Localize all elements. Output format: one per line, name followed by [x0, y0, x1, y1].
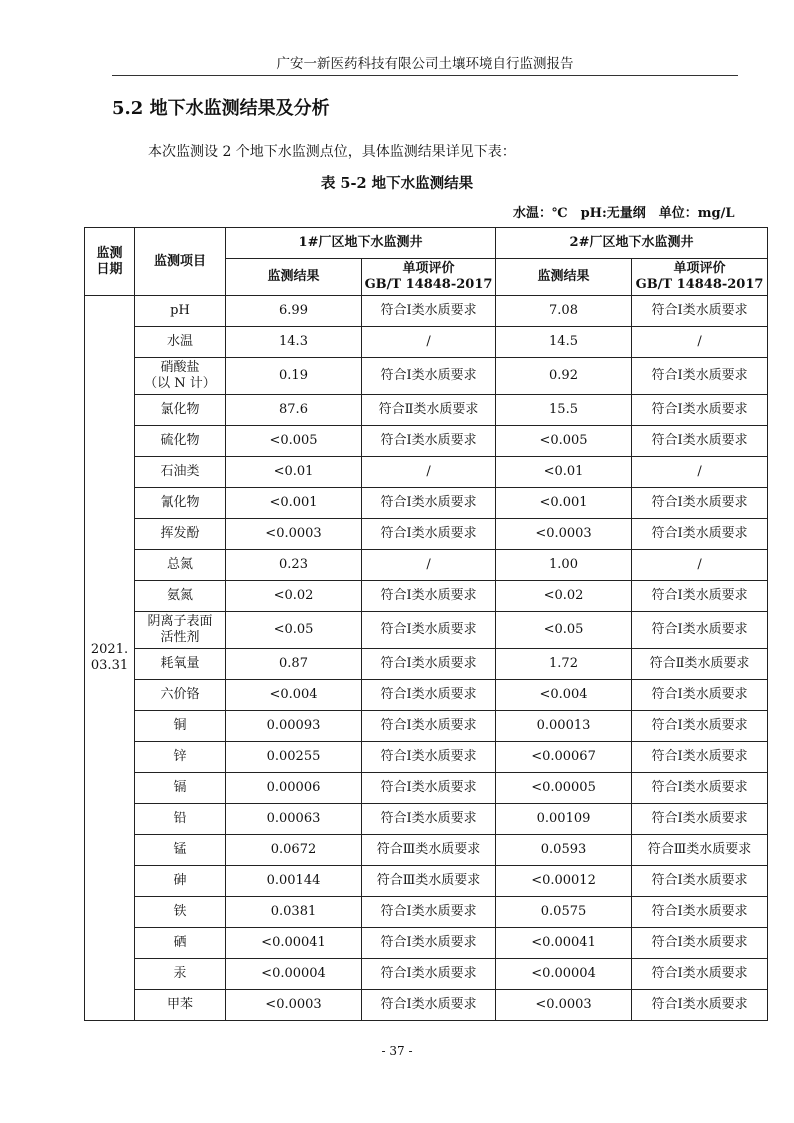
table-row — [85, 959, 768, 990]
well1-result-cell: 0.00093 — [226, 711, 362, 742]
well2-eval-cell: 符合Ⅰ类水质要求 — [632, 612, 768, 649]
item-cell — [135, 711, 226, 742]
item-cell — [135, 680, 226, 711]
item-name: 硒 — [173, 935, 187, 950]
well1-eval-cell: 符合Ⅰ类水质要求 — [362, 426, 496, 457]
header-date — [85, 228, 135, 296]
header-well1: 1#厂区地下水监测井 — [226, 228, 496, 259]
well1-eval-cell: / — [362, 327, 496, 358]
well2-result-cell: <0.005 — [496, 426, 632, 457]
well2-eval-cell: / — [632, 550, 768, 581]
table-row — [85, 296, 768, 327]
well1-result-cell: 14.3 — [226, 327, 362, 358]
table-row — [85, 358, 768, 395]
well1-result-cell: 0.00063 — [226, 804, 362, 835]
header-date-line1: 监测 — [96, 245, 123, 261]
well2-result-cell: <0.05 — [496, 612, 632, 649]
well2-eval-cell: 符合Ⅰ类水质要求 — [632, 395, 768, 426]
groundwater-results-table — [84, 227, 768, 1021]
well1-result-cell: 87.6 — [226, 395, 362, 426]
well2-result-cell: 0.92 — [496, 358, 632, 395]
well1-eval-cell: 符合Ⅰ类水质要求 — [362, 296, 496, 327]
well2-eval-cell: 符合Ⅰ类水质要求 — [632, 742, 768, 773]
table-row — [85, 804, 768, 835]
well2-eval-cell: 符合Ⅲ类水质要求 — [632, 835, 768, 866]
well1-eval-cell: 符合Ⅰ类水质要求 — [362, 519, 496, 550]
section-title: 5.2 地下水监测结果及分析 — [112, 98, 330, 119]
well1-result-cell: 0.19 — [226, 358, 362, 395]
table-row — [85, 395, 768, 426]
header-well1-eval — [362, 259, 496, 296]
well1-result-cell: 0.87 — [226, 649, 362, 680]
well2-result-cell: <0.00041 — [496, 928, 632, 959]
well1-result-cell: 0.0672 — [226, 835, 362, 866]
table-row — [85, 550, 768, 581]
well1-eval-cell: 符合Ⅰ类水质要求 — [362, 773, 496, 804]
well1-result-cell: 0.23 — [226, 550, 362, 581]
well1-eval-cell: / — [362, 550, 496, 581]
well2-result-cell: 0.0593 — [496, 835, 632, 866]
item-cell — [135, 990, 226, 1021]
table-row — [85, 426, 768, 457]
header-item: 监测项目 — [135, 228, 226, 296]
table-row — [85, 866, 768, 897]
well2-eval-cell: 符合Ⅰ类水质要求 — [632, 426, 768, 457]
item-name: 硫化物 — [160, 433, 200, 448]
table-row — [85, 773, 768, 804]
item-name: 铜 — [173, 718, 187, 733]
item-name: 硝酸盐 — [160, 360, 200, 375]
item-name: 氰化物 — [160, 495, 200, 510]
item-name-line2: 活性剂 — [160, 630, 200, 645]
well1-result-cell: <0.01 — [226, 457, 362, 488]
well2-result-cell: 1.00 — [496, 550, 632, 581]
well1-eval-cell: 符合Ⅰ类水质要求 — [362, 649, 496, 680]
well1-result-cell: 0.00144 — [226, 866, 362, 897]
item-cell — [135, 835, 226, 866]
well2-result-cell: 1.72 — [496, 649, 632, 680]
well2-eval-cell: 符合Ⅰ类水质要求 — [632, 990, 768, 1021]
well1-result-cell: <0.005 — [226, 426, 362, 457]
header-eval-line2: GB/T 14848-2017 — [364, 277, 493, 292]
item-cell — [135, 358, 226, 395]
header-well2: 2#厂区地下水监测井 — [496, 228, 768, 259]
well1-eval-cell: 符合Ⅰ类水质要求 — [362, 612, 496, 649]
header-eval-line1: 单项评价 — [673, 261, 726, 276]
well1-eval-cell: 符合Ⅰ类水质要求 — [362, 680, 496, 711]
item-name-line2: （以 N 计） — [144, 376, 216, 391]
item-cell — [135, 773, 226, 804]
well2-result-cell: 0.0575 — [496, 897, 632, 928]
item-name: 挥发酚 — [160, 526, 200, 541]
table-row — [85, 581, 768, 612]
well1-eval-cell: 符合Ⅰ类水质要求 — [362, 488, 496, 519]
well1-eval-cell: 符合Ⅰ类水质要求 — [362, 742, 496, 773]
item-cell — [135, 550, 226, 581]
table-body — [85, 296, 768, 1021]
well1-result-cell: 0.0381 — [226, 897, 362, 928]
header-eval-line1: 单项评价 — [402, 261, 455, 276]
well1-eval-cell: 符合Ⅲ类水质要求 — [362, 866, 496, 897]
well2-eval-cell: 符合Ⅱ类水质要求 — [632, 649, 768, 680]
well2-eval-cell: 符合Ⅰ类水质要求 — [632, 488, 768, 519]
well2-result-cell: 7.08 — [496, 296, 632, 327]
well1-eval-cell: 符合Ⅲ类水质要求 — [362, 835, 496, 866]
well2-eval-cell: 符合Ⅰ类水质要求 — [632, 928, 768, 959]
item-name: 耗氧量 — [160, 656, 200, 671]
units-note: 水温：℃ pH:无量纲 单位：mg/L — [513, 206, 735, 221]
item-cell — [135, 426, 226, 457]
well2-result-cell: <0.01 — [496, 457, 632, 488]
well1-result-cell: <0.00041 — [226, 928, 362, 959]
well2-result-cell: <0.0003 — [496, 990, 632, 1021]
table-row — [85, 680, 768, 711]
well2-eval-cell: 符合Ⅰ类水质要求 — [632, 959, 768, 990]
well1-eval-cell: 符合Ⅰ类水质要求 — [362, 897, 496, 928]
well2-eval-cell: 符合Ⅰ类水质要求 — [632, 519, 768, 550]
well1-result-cell: 0.00006 — [226, 773, 362, 804]
item-cell — [135, 327, 226, 358]
well1-result-cell: <0.0003 — [226, 519, 362, 550]
item-name: 砷 — [173, 873, 187, 888]
well1-result-cell: <0.02 — [226, 581, 362, 612]
well1-result-cell: <0.001 — [226, 488, 362, 519]
item-name: 铁 — [173, 904, 187, 919]
well1-result-cell: <0.00004 — [226, 959, 362, 990]
item-name: 六价铬 — [160, 687, 200, 702]
well1-result-cell: <0.004 — [226, 680, 362, 711]
item-cell — [135, 488, 226, 519]
item-name: 锌 — [173, 749, 187, 764]
table-row — [85, 897, 768, 928]
well1-eval-cell: / — [362, 457, 496, 488]
table-row — [85, 742, 768, 773]
item-name: 氯化物 — [160, 402, 200, 417]
well2-eval-cell: / — [632, 327, 768, 358]
table-row — [85, 457, 768, 488]
table-row — [85, 711, 768, 742]
header-date-line2: 日期 — [96, 261, 123, 277]
item-cell — [135, 866, 226, 897]
item-name: 水温 — [166, 334, 193, 349]
well2-result-cell: 14.5 — [496, 327, 632, 358]
table-row — [85, 649, 768, 680]
well2-eval-cell: 符合Ⅰ类水质要求 — [632, 358, 768, 395]
well2-result-cell: <0.00067 — [496, 742, 632, 773]
item-cell — [135, 457, 226, 488]
well1-eval-cell: 符合Ⅰ类水质要求 — [362, 928, 496, 959]
header-well2-result: 监测结果 — [496, 259, 632, 296]
table-row — [85, 519, 768, 550]
item-name: 氨氮 — [166, 588, 193, 603]
item-name: 甲苯 — [166, 997, 193, 1012]
item-cell — [135, 897, 226, 928]
well2-result-cell: <0.00004 — [496, 959, 632, 990]
date-line1: 2021. — [90, 642, 129, 657]
item-name: pH — [170, 303, 190, 318]
item-cell — [135, 612, 226, 649]
item-cell — [135, 519, 226, 550]
well1-result-cell: 6.99 — [226, 296, 362, 327]
well1-eval-cell: 符合Ⅰ类水质要求 — [362, 581, 496, 612]
date-line2: 03.31 — [90, 658, 129, 673]
item-cell — [135, 395, 226, 426]
item-cell — [135, 296, 226, 327]
table-row — [85, 488, 768, 519]
item-cell — [135, 742, 226, 773]
item-name: 锰 — [173, 842, 187, 857]
intro-paragraph: 本次监测设 2 个地下水监测点位，具体监测结果详见下表： — [148, 144, 516, 160]
table-row — [85, 327, 768, 358]
well2-eval-cell: 符合Ⅰ类水质要求 — [632, 804, 768, 835]
item-name: 阴离子表面 — [147, 614, 213, 629]
well2-eval-cell: 符合Ⅰ类水质要求 — [632, 581, 768, 612]
well2-eval-cell: 符合Ⅰ类水质要求 — [632, 296, 768, 327]
well2-eval-cell: 符合Ⅰ类水质要求 — [632, 897, 768, 928]
item-cell — [135, 581, 226, 612]
well1-eval-cell: 符合Ⅰ类水质要求 — [362, 711, 496, 742]
well2-result-cell: 0.00013 — [496, 711, 632, 742]
table-row — [85, 835, 768, 866]
item-name: 石油类 — [160, 464, 200, 479]
well2-result-cell: <0.00012 — [496, 866, 632, 897]
item-name: 铅 — [173, 811, 187, 826]
well2-result-cell: 0.00109 — [496, 804, 632, 835]
header-rule — [112, 75, 738, 76]
header-well2-eval — [632, 259, 768, 296]
table-row — [85, 990, 768, 1021]
well2-result-cell: <0.004 — [496, 680, 632, 711]
well1-result-cell: <0.05 — [226, 612, 362, 649]
well1-result-cell: 0.00255 — [226, 742, 362, 773]
item-cell — [135, 959, 226, 990]
well1-eval-cell: 符合Ⅱ类水质要求 — [362, 395, 496, 426]
well1-result-cell: <0.0003 — [226, 990, 362, 1021]
well2-result-cell: <0.001 — [496, 488, 632, 519]
item-cell — [135, 804, 226, 835]
item-name: 镉 — [173, 780, 187, 795]
well2-result-cell: <0.00005 — [496, 773, 632, 804]
well2-eval-cell: 符合Ⅰ类水质要求 — [632, 773, 768, 804]
table-row — [85, 928, 768, 959]
well1-eval-cell: 符合Ⅰ类水质要求 — [362, 358, 496, 395]
page-number: - 37 - — [381, 1044, 413, 1058]
date-cell — [85, 296, 135, 1021]
page-header: 广安一新医药科技有限公司土壤环境自行监测报告 — [276, 56, 574, 72]
well2-result-cell: <0.02 — [496, 581, 632, 612]
well2-eval-cell: 符合Ⅰ类水质要求 — [632, 866, 768, 897]
item-cell — [135, 649, 226, 680]
well1-eval-cell: 符合Ⅰ类水质要求 — [362, 959, 496, 990]
item-name: 总氮 — [166, 557, 193, 572]
well1-eval-cell: 符合Ⅰ类水质要求 — [362, 990, 496, 1021]
well2-eval-cell: 符合Ⅰ类水质要求 — [632, 680, 768, 711]
table-title: 表 5-2 地下水监测结果 — [320, 175, 474, 192]
header-well1-result: 监测结果 — [226, 259, 362, 296]
well1-eval-cell: 符合Ⅰ类水质要求 — [362, 804, 496, 835]
item-cell — [135, 928, 226, 959]
header-eval-line2: GB/T 14848-2017 — [635, 277, 764, 292]
well2-result-cell: <0.0003 — [496, 519, 632, 550]
table-row — [85, 612, 768, 649]
item-name: 汞 — [173, 966, 187, 981]
well2-eval-cell: 符合Ⅰ类水质要求 — [632, 711, 768, 742]
well2-eval-cell: / — [632, 457, 768, 488]
well2-result-cell: 15.5 — [496, 395, 632, 426]
